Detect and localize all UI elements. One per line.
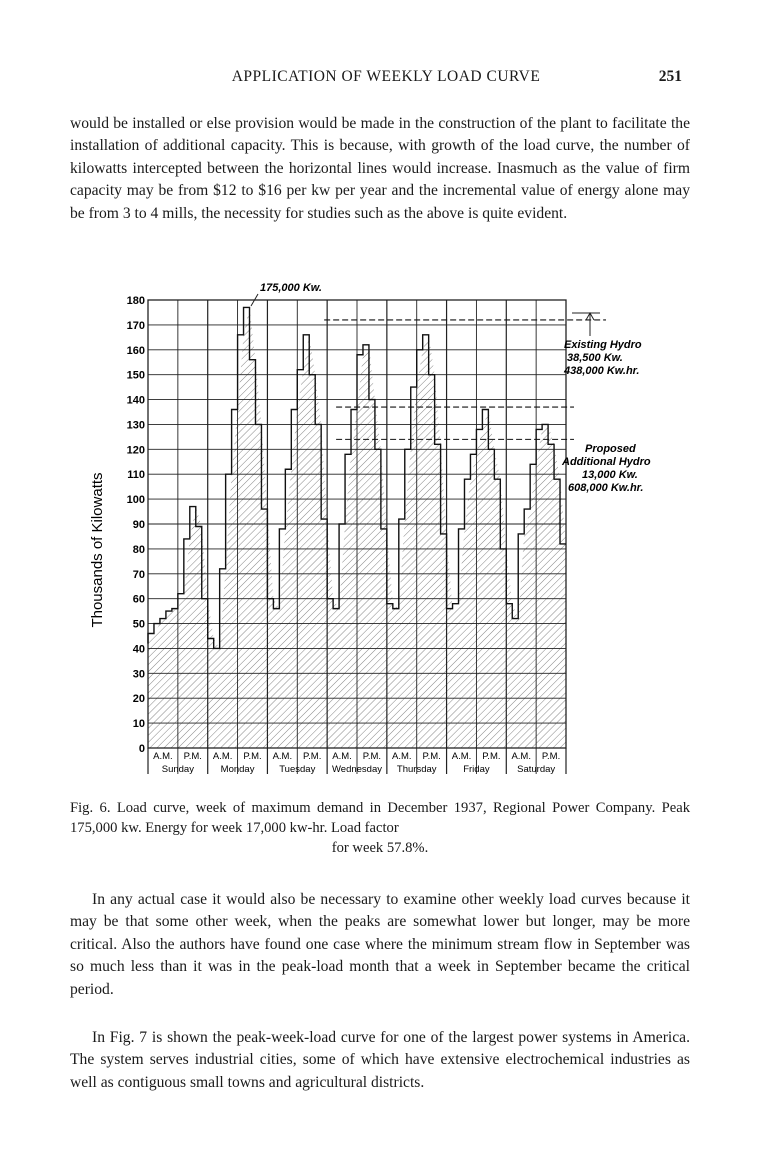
half-day-label: A.M. [511,751,531,762]
y-axis-ticks [127,295,145,755]
day-label: Wednesday [332,764,382,775]
y-tick-label: 130 [126,419,145,432]
body-paragraph-3: In Fig. 7 is shown the peak-week-load curve for one of the largest power systems in America. The system serves industrial cities, some of which have extensive electrochemical industries as well as contiguous small towns and agricultural districts. [70,1028,690,1091]
y-tick-label: 50 [132,618,145,631]
half-day-label: P.M. [243,751,262,762]
half-day-label: A.M. [153,751,173,762]
peak-annotation: 175,000 Kw. [260,282,322,294]
y-tick-label: 40 [132,643,145,656]
day-label: Friday [463,764,490,775]
load-curve-series [148,307,606,748]
y-tick-label: 30 [132,668,145,681]
y-tick-label: 100 [126,494,145,507]
existing-hydro-note [563,339,642,377]
day-label: Monday [220,764,255,775]
half-day-label: P.M. [183,751,202,762]
caption-line-1: Fig. 6. Load curve, week of maximum demand in December 1937, Regional Power Company. Peak 175,000 kw. Energy for week 17,000 kw-hr. Load factor [70,800,690,836]
proposed-hydro-note [561,443,651,494]
y-tick-label: 180 [126,295,145,307]
half-day-label: P.M. [422,751,441,762]
y-tick-label: 70 [132,568,145,581]
y-tick-label: 140 [126,394,145,407]
y-tick-label: 0 [138,743,145,755]
half-day-label: A.M. [212,751,233,762]
proposed-hydro-line-4: 608,000 Kw.hr. [568,482,644,494]
y-tick-label: 60 [132,593,145,606]
half-day-label: A.M. [451,751,472,762]
half-day-label: P.M. [303,751,322,762]
y-tick-label: 10 [132,718,145,731]
hydro-arrow [572,313,600,336]
y-tick-label: 90 [132,519,145,531]
proposed-hydro-line-2: Additional Hydro [562,456,651,468]
y-axis-label: Thousands of Kilowatts [89,472,106,628]
y-tick-label: 170 [126,319,145,332]
y-tick-label: 80 [132,543,145,556]
page-number: 251 [658,68,682,85]
y-tick-label: 120 [126,444,145,457]
page-header [90,68,682,88]
day-label: Sunday [161,764,194,775]
half-day-label: P.M. [482,751,501,762]
half-day-label: A.M. [272,751,293,762]
half-day-label: P.M. [362,751,382,762]
half-day-label: P.M. [541,751,561,762]
day-label: Saturday [517,764,556,775]
body-paragraph-2: In any actual case it would also be necessary to examine other weekly load curves because it may be that some other week, when the peaks are somewhat lower but longer, may be more critical. Also the authors have found one case where the minimum stream flow in September was so much less than it was in the peak-load month that a week in September became the critical period. [70,890,690,998]
existing-hydro-line-3: 438,000 Kw.hr. [564,365,640,377]
existing-hydro-line-1: Existing Hydro [564,339,642,351]
proposed-hydro-line-1: Proposed [585,443,636,455]
caption-line-2: for week 57.8%. [331,840,429,856]
day-label: Thursday [396,764,437,775]
half-day-label: A.M. [332,751,352,762]
y-tick-label: 160 [126,344,145,357]
running-title: APPLICATION OF WEEKLY LOAD CURVE [231,68,541,85]
y-tick-label: 20 [132,693,145,706]
proposed-hydro-line-3: 13,000 Kw. [582,469,638,481]
figure-caption [70,798,690,858]
day-label: Tuesday [279,764,316,775]
half-day-label: A.M. [392,751,412,762]
load-curve-figure [80,280,720,790]
y-tick-label: 150 [126,369,145,382]
body-paragraph-1: would be installed or else provision would be made in the construction of the plant to facilitate the installation of additional capacity. This is because, with growth of the load curve, the number of kilowatts intercepted between the horizontal lines would increase. Inasmuch as the value of firm capacity may be from $12 to $16 per kw per year and the incremental value of energy alone may be from 3 to 4 mills, the necessity for studies such as the above is quite evident. [70,114,690,222]
y-tick-label: 110 [127,469,145,482]
existing-hydro-line-2: 38,500 Kw. [567,352,623,364]
